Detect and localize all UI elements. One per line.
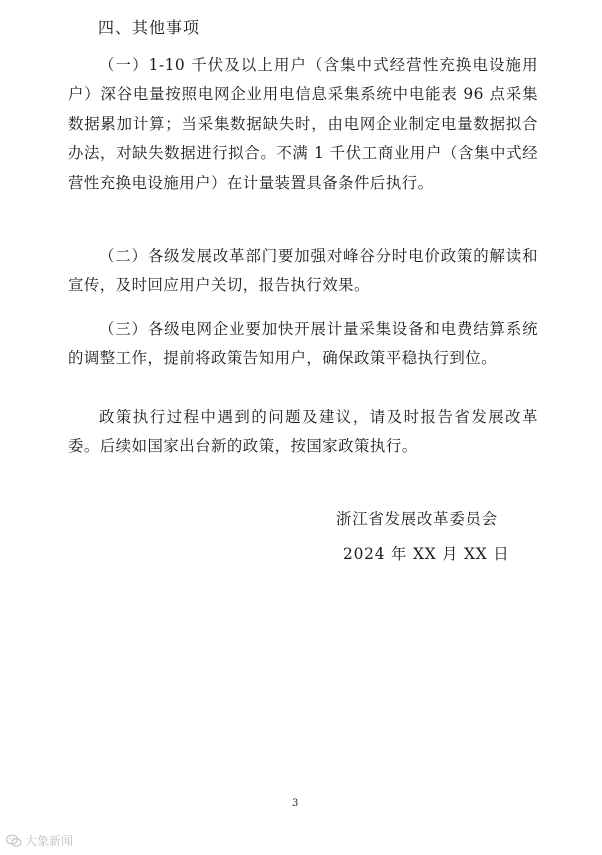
watermark <box>6 832 73 849</box>
paragraph-item-2: （二）各级发展改革部门要加强对峰谷分时电价政策的解读和宣传，及时回应用户关切，报告执行效果。 <box>68 247 538 295</box>
section-heading: 四、其他事项 <box>98 18 201 37</box>
watermark-text: 大象新闻 <box>25 834 74 848</box>
page-number: 3 <box>292 798 299 809</box>
paragraph-item-3: （三）各级电网企业要加快开展计量采集设备和电费结算系统的调整工作，提前将政策告知用户，确保政策平稳执行到位。 <box>68 320 538 368</box>
wechat-logo-icon <box>6 834 22 848</box>
signature-organization: 浙江省发展改革委员会 <box>336 510 498 528</box>
paragraph-closing: 政策执行过程中遇到的问题及建议，请及时报告省发展改革委。后续如国家出台新的政策，按国家政策执行。 <box>68 408 538 456</box>
paragraph-item-1: （一）1-10 千伏及以上用户（含集中式经营性充换电设施用户）深谷电量按照电网企业用电信息采集系统中电能表 96 点采集数据累加计算；当采集数据缺失时，由电网企业制定电量数据拟合办法，对缺失数据进行拟合。不满 1 千伏工商业用户（含集中式经营性充换电设施用户）在计量装置具备条件后执行。 <box>68 56 538 192</box>
signature-date: 2024 年 XX 月 XX 日 <box>343 545 510 563</box>
